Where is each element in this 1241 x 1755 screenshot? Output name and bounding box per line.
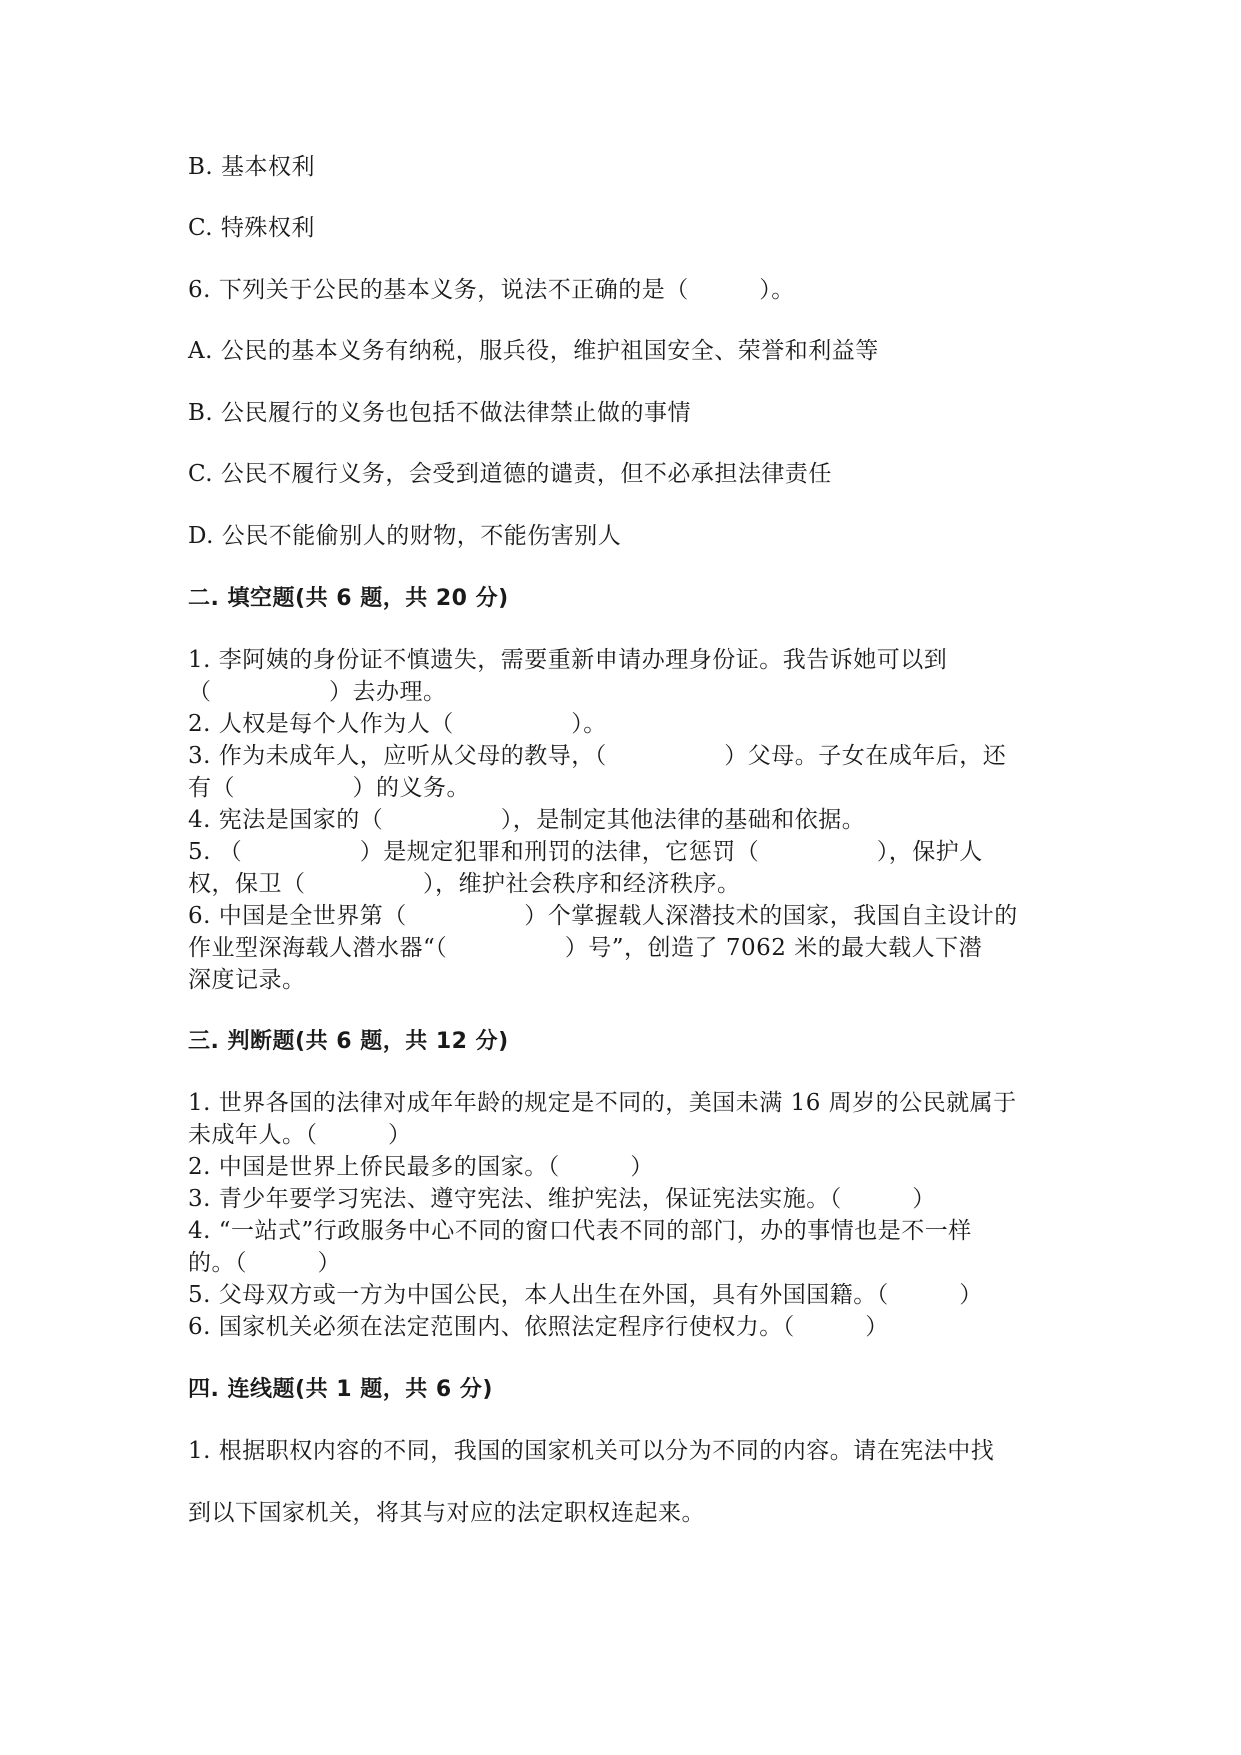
q6-stem: 6. 下列关于公民的基本义务，说法不正确的是（ ）。: [188, 277, 795, 303]
judge-line: 未成年人。（ ）: [188, 1122, 412, 1148]
q6-option-a: A. 公民的基本义务有纳税，服兵役，维护祖国安全、荣誉和利益等: [188, 338, 879, 364]
judge-line: 5. 父母双方或一方为中国公民，本人出生在外国，具有外国国籍。（ ）: [188, 1282, 983, 1308]
section-heading-fill-in: 二. 填空题(共 6 题，共 20 分): [188, 586, 509, 611]
q6-option-d: D. 公民不能偷别人的财物，不能伤害别人: [188, 523, 622, 549]
section-heading-matching: 四. 连线题(共 1 题，共 6 分): [188, 1377, 493, 1402]
fill-line: 4. 宪法是国家的（ ），是制定其他法律的基础和依据。: [188, 807, 866, 833]
judge-line: 2. 中国是世界上侨民最多的国家。（ ）: [188, 1154, 654, 1180]
fill-line: （ ）去办理。: [188, 679, 447, 705]
fill-line: 6. 中国是全世界第（ ）个掌握载人深潜技术的国家，我国自主设计的: [188, 903, 1018, 929]
fill-line: 有（ ）的义务。: [188, 775, 470, 801]
fill-line: 1. 李阿姨的身份证不慎遗失，需要重新申请办理身份证。我告诉她可以到: [188, 647, 948, 673]
fill-line: 作业型深海载人潜水器“（ ）号”，创造了 7062 米的最大载人下潜: [188, 935, 983, 961]
fill-line: 2. 人权是每个人作为人（ ）。: [188, 711, 607, 737]
section-heading-true-false: 三. 判断题(共 6 题，共 12 分): [188, 1029, 509, 1054]
fill-line: 5. （ ）是规定犯罪和刑罚的法律，它惩罚（ ），保护人: [188, 839, 983, 865]
match-line: 1. 根据职权内容的不同，我国的国家机关可以分为不同的内容。请在宪法中找: [188, 1438, 995, 1464]
judge-line: 1. 世界各国的法律对成年年龄的规定是不同的，美国未满 16 周岁的公民就属于: [188, 1090, 1017, 1116]
judge-line: 6. 国家机关必须在法定范围内、依照法定程序行使权力。（ ）: [188, 1314, 889, 1340]
fill-line: 权，保卫（ ），维护社会秩序和经济秩序。: [188, 871, 741, 897]
judge-line: 3. 青少年要学习宪法、遵守宪法、维护宪法，保证宪法实施。（ ）: [188, 1186, 936, 1212]
fill-line: 深度记录。: [188, 967, 306, 993]
q5-option-c: C. 特殊权利: [188, 215, 315, 241]
q5-option-b: B. 基本权利: [188, 154, 316, 180]
q6-option-c: C. 公民不履行义务，会受到道德的谴责，但不必承担法律责任: [188, 461, 832, 487]
q6-option-b: B. 公民履行的义务也包括不做法律禁止做的事情: [188, 400, 692, 426]
judge-line: 的。（ ）: [188, 1250, 341, 1276]
match-line: 到以下国家机关，将其与对应的法定职权连起来。: [188, 1500, 705, 1526]
judge-line: 4. “一站式”行政服务中心不同的窗口代表不同的部门，办的事情也是不一样: [188, 1218, 972, 1244]
fill-line: 3. 作为未成年人，应听从父母的教导，（ ）父母。子女在成年后，还: [188, 743, 1007, 769]
